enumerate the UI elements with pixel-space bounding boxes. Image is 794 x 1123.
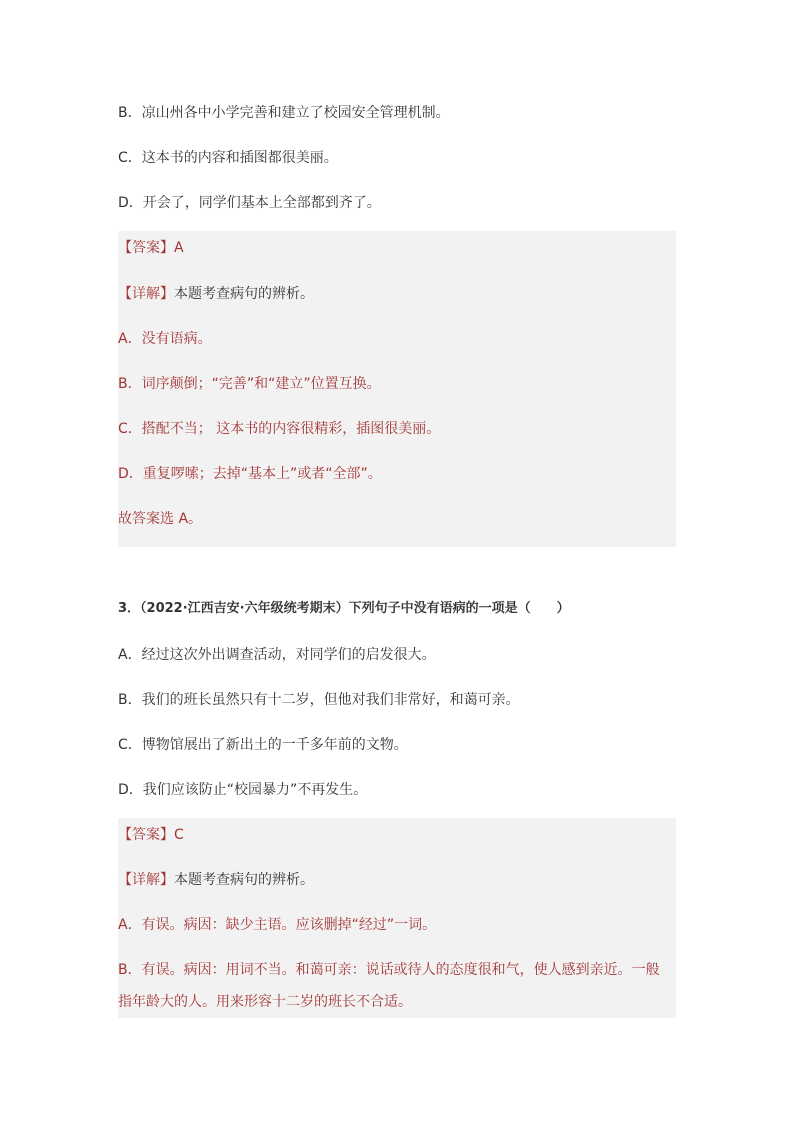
q3-option-c: C．博物馆展出了新出土的一千多年前的文物。 [118, 737, 408, 753]
q2-option-b: B．凉山州各中小学完善和建立了校园安全管理机制。 [118, 105, 450, 121]
q2-option-c: C．这本书的内容和插图都很美丽。 [118, 150, 338, 166]
q2-analysis-d: D．重复啰嗦；去掉“基本上”或者“全部”。 [118, 466, 382, 482]
detail-text: 本题考查病句的辨析。 [174, 872, 314, 888]
answer-value: A [174, 240, 184, 256]
q2-analysis-b: B．词序颠倒；“完善”和“建立”位置互换。 [118, 376, 381, 392]
q2-option-d: D．开会了，同学们基本上全部都到齐了。 [118, 195, 381, 211]
answer-value: C [174, 827, 184, 843]
q3-option-b: B．我们的班长虽然只有十二岁，但他对我们非常好，和蔼可亲。 [118, 692, 520, 708]
q2-analysis-a: A．没有语病。 [118, 331, 212, 347]
q3-answer [118, 825, 184, 845]
q3-analysis-b: B．有误。病因：用词不当。和蔼可亲：说话或待人的态度很和气，使人感到亲近。一般指年龄大的人。用来形容十二岁的班长不合适。 [118, 962, 660, 1010]
q2-answer [118, 238, 184, 258]
detail-tag: 【详解】 [118, 286, 174, 302]
answer-tag: 【答案】 [118, 240, 174, 256]
q3-option-d: D．我们应该防止“校园暴力”不再发生。 [118, 782, 368, 798]
q3-option-a: A．经过这次外出调查活动，对同学们的启发很大。 [118, 647, 436, 663]
q2-conclusion: 故答案选 A。 [118, 511, 203, 527]
q2-detail [118, 284, 314, 304]
detail-tag: 【详解】 [118, 872, 174, 888]
answer-tag: 【答案】 [118, 827, 174, 843]
q3-title: 3．（2022·江西吉安·六年级统考期末）下列句子中没有语病的一项是（ ） [118, 601, 570, 616]
q2-analysis-c: C．搭配不当； 这本书的内容很精彩，插图很美丽。 [118, 421, 441, 437]
q3-detail [118, 870, 314, 890]
detail-text: 本题考查病句的辨析。 [174, 286, 314, 302]
q3-analysis-a: A．有误。病因：缺少主语。应该删掉“经过”一词。 [118, 917, 437, 933]
